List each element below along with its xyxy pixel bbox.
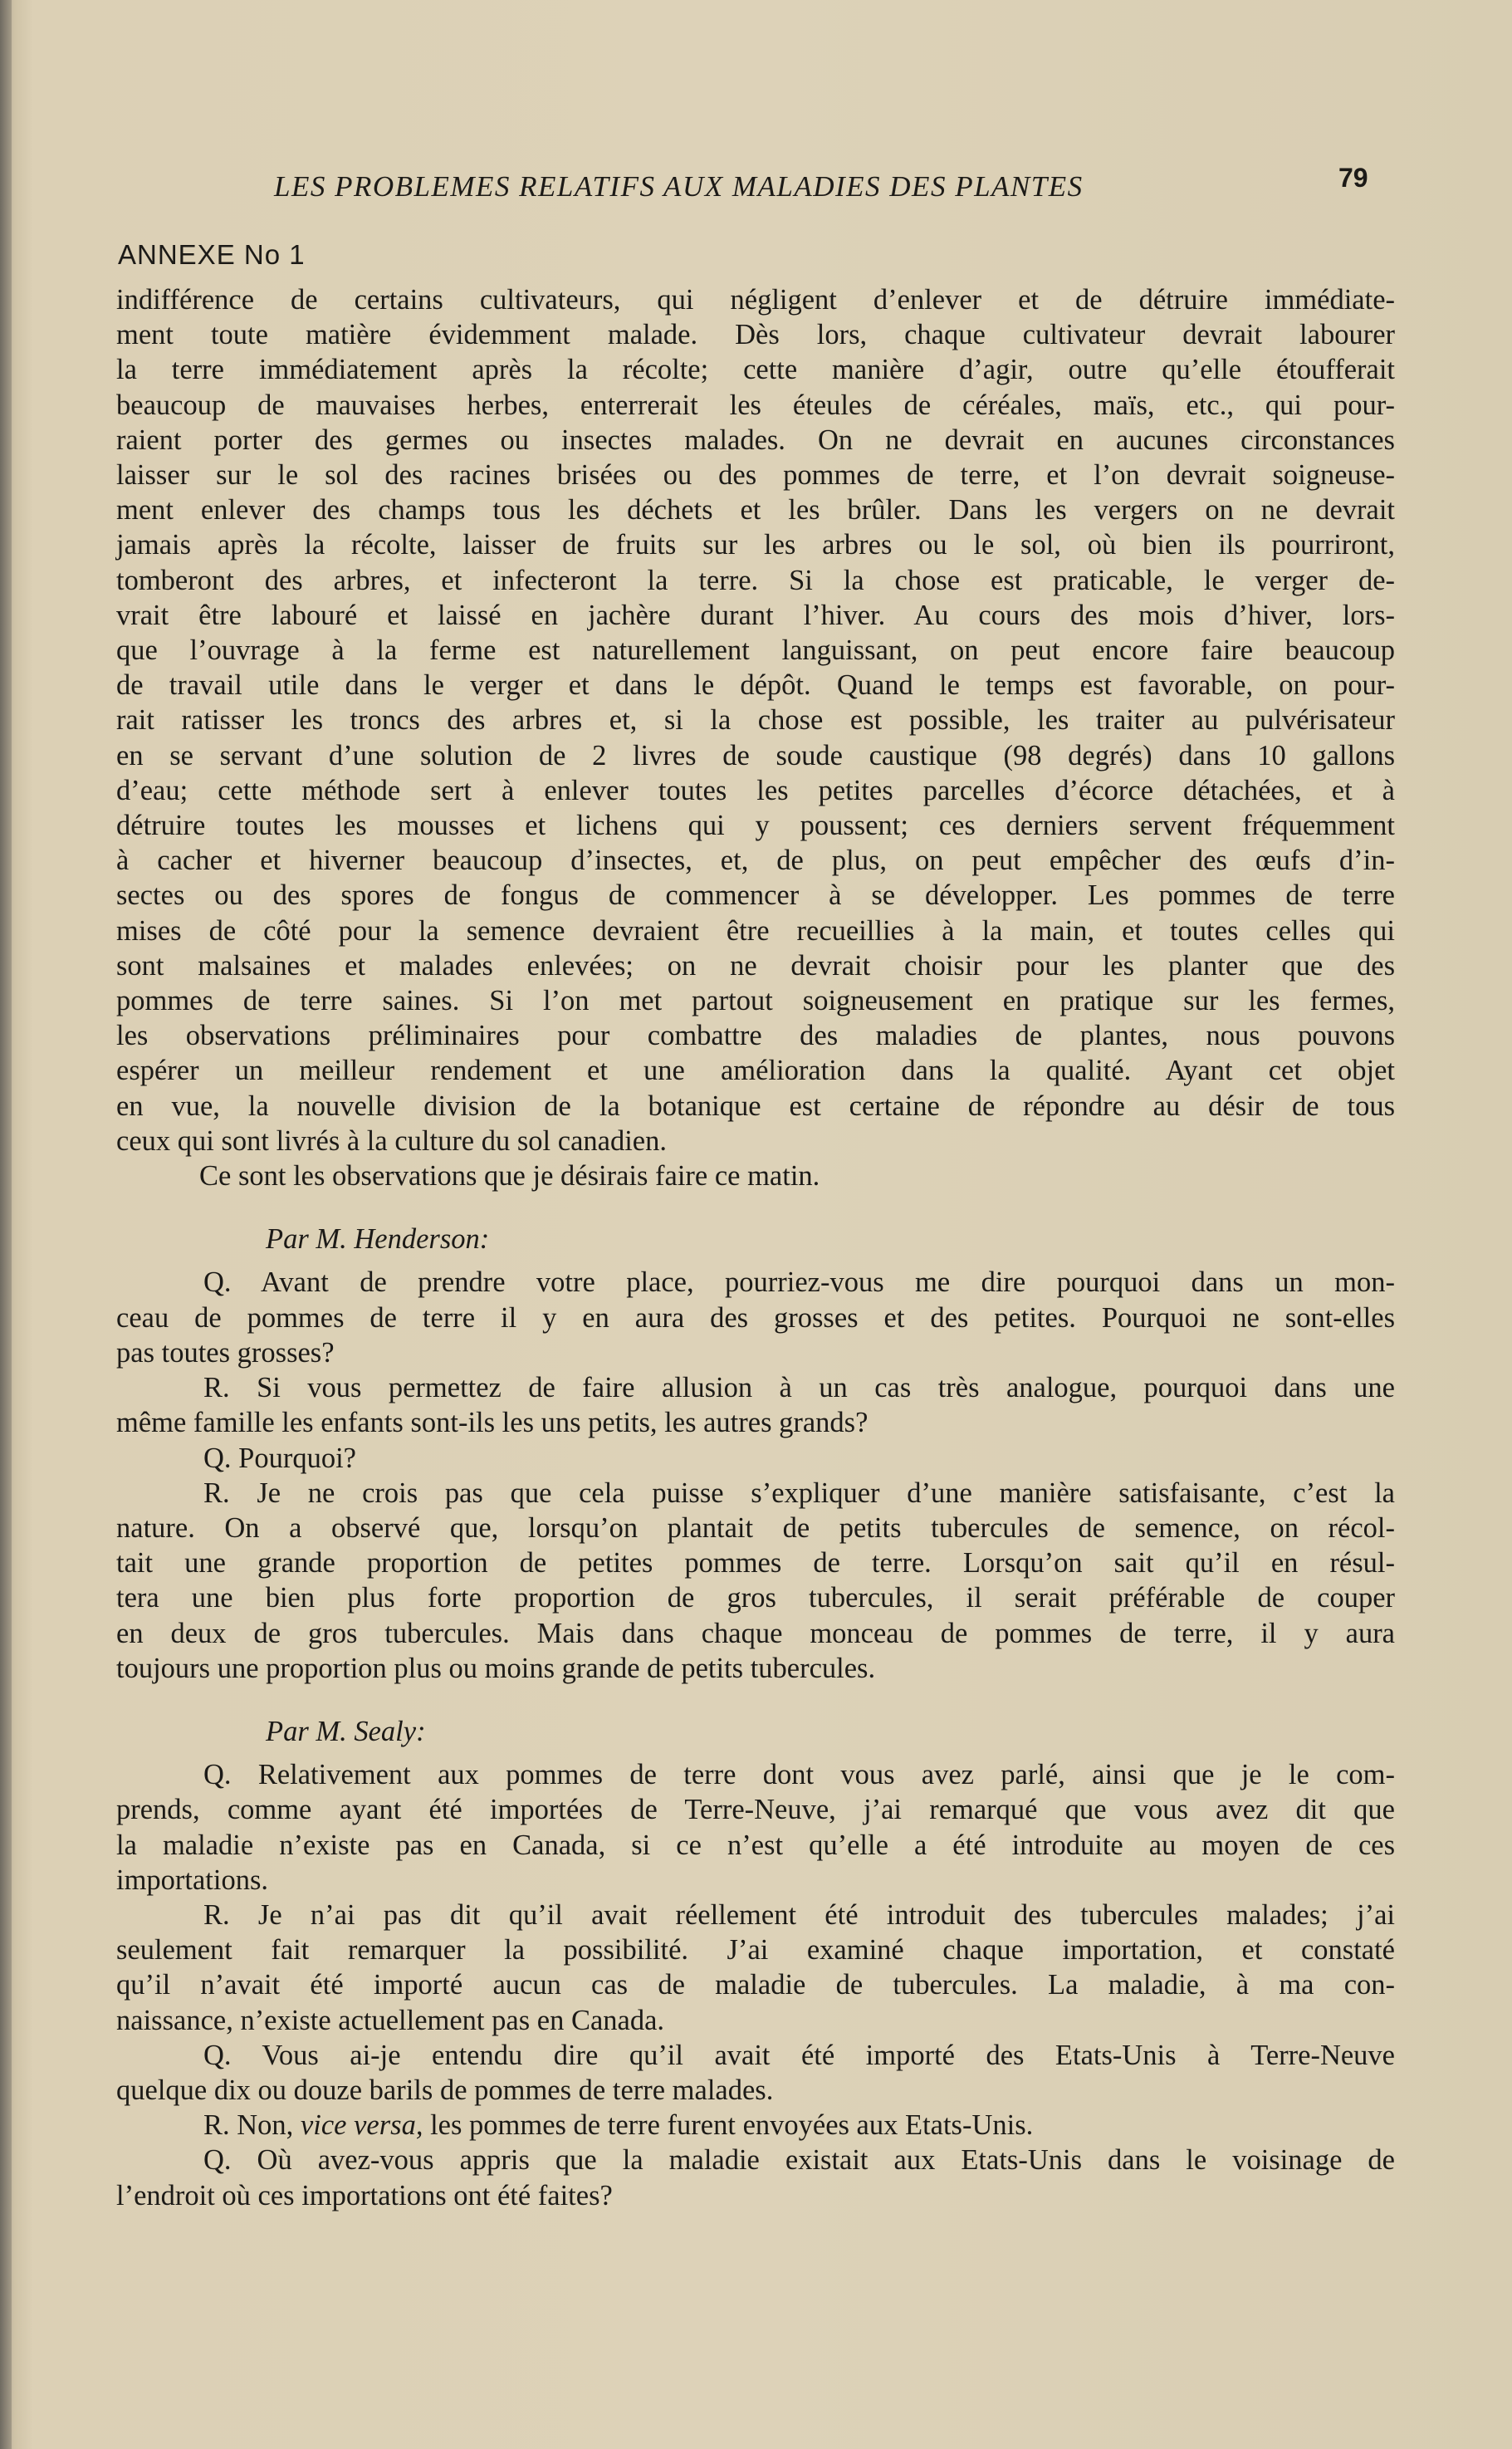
page-binding-shadow [0,0,12,2449]
text-line: rait ratisser les troncs des arbres et, si la chose est possible, les traiter au pulvérisateur [116,704,1395,737]
text-line: ment enlever des champs tous les déchets et les brûler. Dans les vergers on ne devrait [116,494,1395,527]
answer-emphasis: vice versa, [300,2109,423,2142]
text-line: d’eau; cette méthode sert à enlever toutes les petites parcelles d’écorce détachées, et à [116,774,1395,806]
answer-line: même famille les enfants sont-ils les uns petits, les autres grands? [116,1407,869,1439]
question-line: importations. [116,1864,269,1896]
running-title: LES PROBLEMES RELATIFS AUX MALADIES DES PLANTES [274,170,1084,203]
annex-label: ANNEXE No 1 [118,239,306,270]
question-line: Q. Pourquoi? [203,1442,356,1474]
page-number: 79 [1338,163,1368,193]
closing-line: Ce sont les observations que je désirais faire ce matin. [199,1160,820,1193]
text-line: de travail utile dans le verger et dans le dépôt. Quand le temps est favorable, on pour- [116,669,1395,702]
question-line: quelque dix ou douze barils de pommes de terre malades. [116,2074,774,2106]
answer-line: naissance, n’existe actuellement pas en Canada. [116,2004,665,2036]
henderson-exchange [116,1265,1395,1685]
answer-line: R. Si vous permettez de faire allusion à un cas très analogue, pourquoi dans une [203,1372,1395,1404]
text-line: jamais après la récolte, laisser de fruits sur les arbres ou le sol, où bien ils pourriront, [116,529,1395,561]
text-line: les observations préliminaires pour combattre des maladies de plantes, nous pouvons [116,1020,1395,1052]
question-line: prends, comme ayant été importées de Terre-Neuve, j’ai remarqué que vous avez dit que [116,1794,1395,1826]
text-line: tomberont des arbres, et infecteront la terre. Si la chose est praticable, le verger de- [116,564,1395,596]
body-text [116,282,1395,2213]
text-line: beaucoup de mauvaises herbes, enterrerait les éteules de céréales, maïs, etc., qui pour- [116,389,1395,421]
text-line: à cacher et hiverner beaucoup d’insectes, et, de plus, on peut empêcher des œufs d’in- [116,845,1395,877]
question-line: pas toutes grosses? [116,1336,335,1369]
answer-line: qu’il n’avait été importé aucun cas de maladie de tubercules. La maladie, à ma con- [116,1969,1395,2001]
text-line: espérer un meilleur rendement et une amélioration dans la qualité. Ayant cet objet [116,1055,1395,1087]
answer-line: en deux de gros tubercules. Mais dans chaque monceau de pommes de terre, il y aura [116,1617,1395,1649]
question-line: Q. Où avez-vous appris que la maladie existait aux Etats-Unis dans le voisinage de [203,2144,1395,2177]
question-line: la maladie n’existe pas en Canada, si ce n’est qu’elle a été introduite au moyen de ces [116,1829,1395,1861]
text-line: sectes ou des spores de fongus de commencer à se développer. Les pommes de terre [116,879,1395,912]
intro-paragraph [116,282,1395,1193]
text-line: ceux qui sont livrés à la culture du sol canadien. [116,1124,667,1157]
text-line: indifférence de certains cultivateurs, qui négligent d’enlever et de détruire immédiate- [116,284,1395,316]
answer-line: toujours une proportion plus ou moins grande de petits tubercules. [116,1652,876,1684]
speaker-henderson: Par M. Henderson: [266,1223,490,1256]
answer-line: nature. On a observé que, lorsqu’on plantait de petits tubercules de semence, on récol- [116,1511,1395,1544]
text-line: laisser sur le sol des racines brisées ou des pommes de terre, et l’on devrait soigneuse- [116,459,1395,492]
text-line: mises de côté pour la semence devraient être recueillies à la main, et toutes celles qui [116,914,1395,947]
answer-line: tera une bien plus forte proportion de gros tubercules, il serait préférable de couper [116,1582,1395,1614]
text-line: pommes de terre saines. Si l’on met partout soigneusement en pratique sur les fermes, [116,985,1395,1017]
answer-prefix: R. Non, [203,2109,301,2142]
text-line: en vue, la nouvelle division de la botanique est certaine de répondre au désir de tous [116,1090,1395,1122]
text-line: la terre immédiatement après la récolte; cette manière d’agir, outre qu’elle étoufferait [116,354,1395,386]
text-line: en se servant d’une solution de 2 livres de soude caustique (98 degrés) dans 10 gallons [116,739,1395,771]
question-line: l’endroit où ces importations ont été faites? [116,2179,613,2211]
answer-line: seulement fait remarquer la possibilité. J’ai examiné chaque importation, et constaté [116,1934,1395,1967]
question-line: ceau de pommes de terre il y en aura des grosses et des petites. Pourquoi ne sont-elles [116,1301,1395,1334]
text-line: détruire toutes les mousses et lichens qui y poussent; ces derniers servent fréquemment [116,810,1395,842]
answer-line: R. Je ne crois pas que cela puisse s’expliquer d’une manière satisfaisante, c’est la [203,1477,1395,1509]
text-line: ment toute matière évidemment malade. Dès lors, chaque cultivateur devrait labourer [116,319,1395,351]
question-line: Q. Relativement aux pommes de terre dont vous avez parlé, ainsi que je le com- [203,1759,1395,1791]
answer-line [116,2108,1395,2143]
sealy-exchange [116,1757,1395,2213]
text-line: que l’ouvrage à la ferme est naturellement languissant, on peut encore faire beaucoup [116,634,1395,667]
text-line: sont malsaines et malades enlevées; on ne devrait choisir pour les planter que des [116,949,1395,982]
speaker-sealy: Par M. Sealy: [266,1715,426,1747]
question-line: Q. Avant de prendre votre place, pourriez-vous me dire pourquoi dans un mon- [203,1266,1395,1299]
answer-suffix: les pommes de terre furent envoyées aux Etats-Unis. [423,2109,1034,2142]
text-line: vrait être labouré et laissé en jachère durant l’hiver. Au cours des mois d’hiver, lors- [116,599,1395,631]
answer-line: tait une grande proportion de petites pommes de terre. Lorsqu’on sait qu’il en résul- [116,1547,1395,1580]
text-line: raient porter des germes ou insectes malades. On ne devrait en aucunes circonstances [116,424,1395,456]
answer-line: R. Je n’ai pas dit qu’il avait réellement été introduit des tubercules malades; j’ai [203,1898,1395,1931]
question-line: Q. Vous ai-je entendu dire qu’il avait été importé des Etats-Unis à Terre-Neuve [203,2039,1395,2071]
